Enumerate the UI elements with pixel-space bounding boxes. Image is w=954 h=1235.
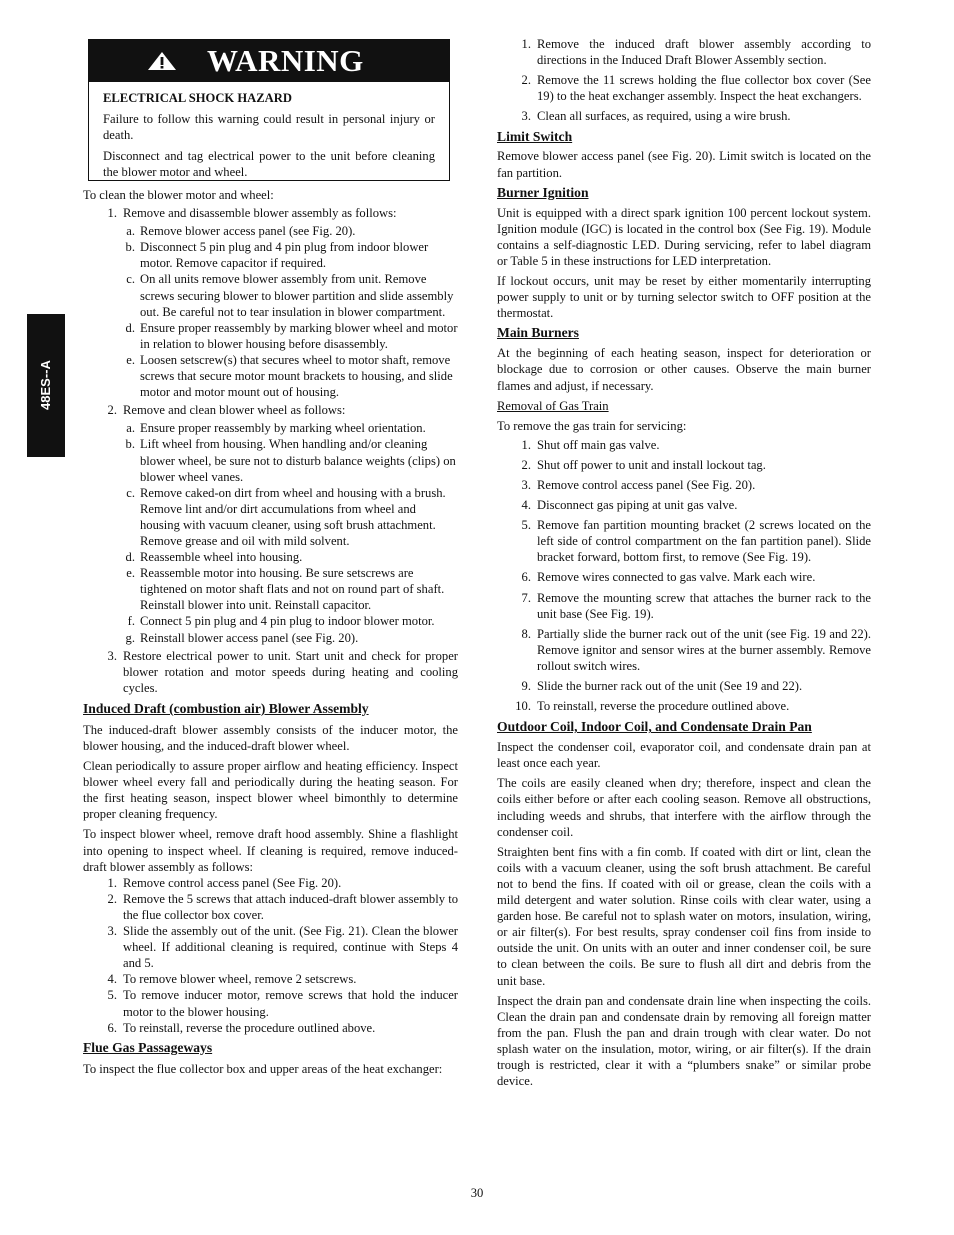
list-item: 3. Restore electrical power to unit. Start unit and check for proper blower rotation and motor speeds during heating and cooling cycles. (107, 648, 458, 695)
warning-title: WARNING (207, 43, 364, 78)
section-heading: Main Burners (497, 325, 579, 341)
warning-hazard: ELECTRICAL SHOCK HAZARD (103, 91, 292, 105)
paragraph: The coils are easily cleaned when dry; therefore, inspect and clean the coils either before or after each cooling season. Remove all obstructions, including weeds and shrubs, that interfere with the airflow through the condenser coil. (497, 776, 871, 839)
list-item: 4. Disconnect gas piping at unit gas valve. (521, 498, 738, 513)
paragraph: At the beginning of each heating season, inspect for deterioration or blockage due to corrosion or other causes. Observe the main burner flames and adjust, if necessary. (497, 346, 871, 393)
warning-header (89, 40, 449, 82)
list-item: 5. To remove inducer motor, remove screws that hold the inducer motor to the blower housing. (107, 988, 458, 1019)
list-item: 4. To remove blower wheel, remove 2 setscrews. (107, 972, 357, 987)
paragraph: Clean periodically to assure proper airflow and heating efficiency. Inspect blower wheel every fall and periodically during the heating season. For the first heating season, inspect blower wheel bimonthly to determine proper cleaning frequency. (83, 759, 458, 822)
paragraph: Remove blower access panel (see Fig. 20). Limit switch is located on the fan partition. (497, 149, 871, 180)
right-column (497, 36, 871, 1089)
page-number: 30 (470, 1186, 484, 1200)
section-heading: Flue Gas Passageways (83, 1039, 213, 1055)
list-item: 5. Remove fan partition mounting bracket (2 screws located on the left side of control compartment on the fan partition panel). Slide bracket forward, bottom first, to remove (See Fig. 19). (521, 518, 871, 565)
list-item: e. Loosen setscrew(s) that secures wheel to motor shaft, remove screws that secure motor mount brackets to housing, and slide motor and motor mount out of housing. (126, 352, 453, 400)
list-item: b. Lift wheel from housing. When handling and/or cleaning blower wheel, be sure not to disturb balance weights (clips) on blower wheel vanes. (125, 437, 456, 484)
paragraph: Inspect the drain pan and condensate drain line when inspecting the coils. Clean the drain pan and condensate drain by removing all foreign matter from the pan. Flush the pan and drain trough with clear water. Do not splash water on the insulation, motor, wiring, or air filter(s). If the drain trough is restricted, clear it with a “plumbers snake” or similar probe device. (497, 993, 871, 1089)
section-tab-label: 48ES--A (37, 360, 53, 411)
paragraph: To inspect the flue collector box and upper areas of the heat exchanger: (83, 1061, 443, 1076)
list-item: e. Reassemble motor into housing. Be sure setscrews are tightened on motor shaft flats and not on round part of shaft. Reinstall blower into unit. Reinstall capacitor. (126, 566, 445, 613)
section-heading: Burner Ignition (497, 184, 589, 200)
list-item: 2. Remove the 5 screws that attach induced-draft blower assembly to the flue collector box cover. (107, 891, 458, 922)
list-item: 2. Remove the 11 screws holding the flue collector box cover (See 19) to the heat exchanger assembly. Inspect the heat exchangers. (521, 73, 871, 104)
list-item: 3. Slide the assembly out of the unit. (See Fig. 21). Clean the blower wheel. If additional cleaning is required, continue with Steps 4 and 5. (107, 924, 458, 971)
warning-text: Failure to follow this warning could result in personal injury or death. (103, 112, 435, 143)
list-item: 1. Remove control access panel (See Fig. 20). (107, 875, 342, 890)
warning-box (88, 39, 450, 181)
paragraph: If lockout occurs, unit may be reset by either momentarily interrupting power supply to unit or by turning selector switch to OFF position at the thermostat. (497, 274, 871, 321)
list-item: 6. To reinstall, reverse the procedure outlined above. (107, 1020, 376, 1035)
list-item: 2. Shut off power to unit and install lockout tag. (521, 457, 766, 472)
list-item: 3. Remove control access panel (See Fig. 20). (521, 477, 756, 492)
list-item: 10. To reinstall, reverse the procedure outlined above. (515, 699, 790, 714)
list-item: 6. Remove wires connected to gas valve. Mark each wire. (521, 570, 816, 585)
paragraph: The induced-draft blower assembly consists of the inducer motor, the blower housing, and the induced-draft blower wheel. (83, 722, 458, 753)
list-item: 9. Slide the burner rack out of the unit (See 19 and 22). (521, 679, 803, 693)
list-item: 1. Shut off main gas valve. (521, 437, 660, 452)
blower-intro: To clean the blower motor and wheel: (83, 188, 274, 202)
list-item: d. Ensure proper reassembly by marking blower wheel and motor in relation to blower housing before disassembly. (125, 320, 458, 351)
warning-triangle-icon (147, 51, 177, 71)
section-heading: Outdoor Coil, Indoor Coil, and Condensate Drain Pan (497, 719, 812, 735)
subheading: Removal of Gas Train (497, 398, 609, 413)
section-heading: Induced Draft (combustion air) Blower Assembly (83, 700, 369, 716)
list-item: 3. Clean all surfaces, as required, using a wire brush. (521, 109, 791, 124)
section-tab (27, 314, 65, 457)
list-item: c. Remove caked-on dirt from wheel and housing with a brush. Remove lint and/or dirt accumulations from wheel and housing with vacuum cleaner, using soft brush attachment. Remove grease and oil with mild solvent. (126, 485, 446, 548)
list-item: g. Reinstall blower access panel (see Fig. 20). (125, 630, 359, 645)
list-item: a. Remove blower access panel (see Fig. 20). (126, 224, 356, 239)
list-item: 1. Remove the induced draft blower assembly according to directions in the Induced Draft Blower Assembly section. (521, 37, 871, 68)
list-item: 1. Remove and disassemble blower assembly as follows: (107, 206, 397, 221)
paragraph: Unit is equipped with a direct spark ignition 100 percent lockout system. Ignition module (IGC) is located in the control box (See Fig. 19). Module contains a self-diagnostic LED. During servicing, refer to label diagram or Table 5 in these instructions for LED interpretation. (497, 205, 871, 268)
list-item: b. Disconnect 5 pin plug and 4 pin plug from indoor blower motor. Remove capacitor if required. (125, 240, 429, 271)
paragraph: To remove the gas train for servicing: (497, 418, 687, 433)
list-item: 2. Remove and clean blower wheel as follows: (107, 403, 346, 418)
left-column (83, 187, 458, 1077)
list-item: d. Reassemble wheel into housing. (125, 550, 303, 565)
paragraph: To inspect blower wheel, remove draft hood assembly. Shine a flashlight into opening to inspect wheel. If cleaning is required, remove induced-draft blower assembly as follows: (83, 827, 458, 874)
section-heading: Limit Switch (497, 129, 573, 145)
paragraph: Straighten bent fins with a fin comb. If coated with dirt or lint, clean the coils with a vacuum cleaner, using the soft brush attachment. Be careful not to bend the fins. If coated with oil or grease, clean the coils with a mild detergent and water solution. Rinse coils with clear water, using a garden hose. Be careful not to splash water on motors, insulation, wiring, or air filter(s). For best results, spray condenser coil fins from inside to outside the unit. On units with an outer and inner condenser coil, be sure to clean between the coils. Be sure to flush all dirt and debris from the unit base. (497, 844, 871, 988)
list-item: 7. Remove the mounting screw that attaches the burner rack to the unit base (See Fig. 19). (521, 590, 871, 621)
list-item: f. Connect 5 pin plug and 4 pin plug to indoor blower motor. (127, 614, 435, 629)
list-item: 8. Partially slide the burner rack out of the unit (see Fig. 19 and 22). Remove ignitor and sensor wires at the burner assembly. Remove rollout switch wires. (521, 626, 871, 673)
warning-text: Disconnect and tag electrical power to the unit before cleaning the blower motor and wheel. (103, 149, 435, 180)
list-item: c. On all units remove blower assembly from unit. Remove screws securing blower to blower partition and slide assembly out. Be careful not to tear insulation in blower compartment. (126, 272, 454, 319)
paragraph: Inspect the condenser coil, evaporator coil, and condensate drain pan at least once each year. (497, 740, 871, 771)
list-item: a. Ensure proper reassembly by marking wheel orientation. (126, 421, 426, 436)
